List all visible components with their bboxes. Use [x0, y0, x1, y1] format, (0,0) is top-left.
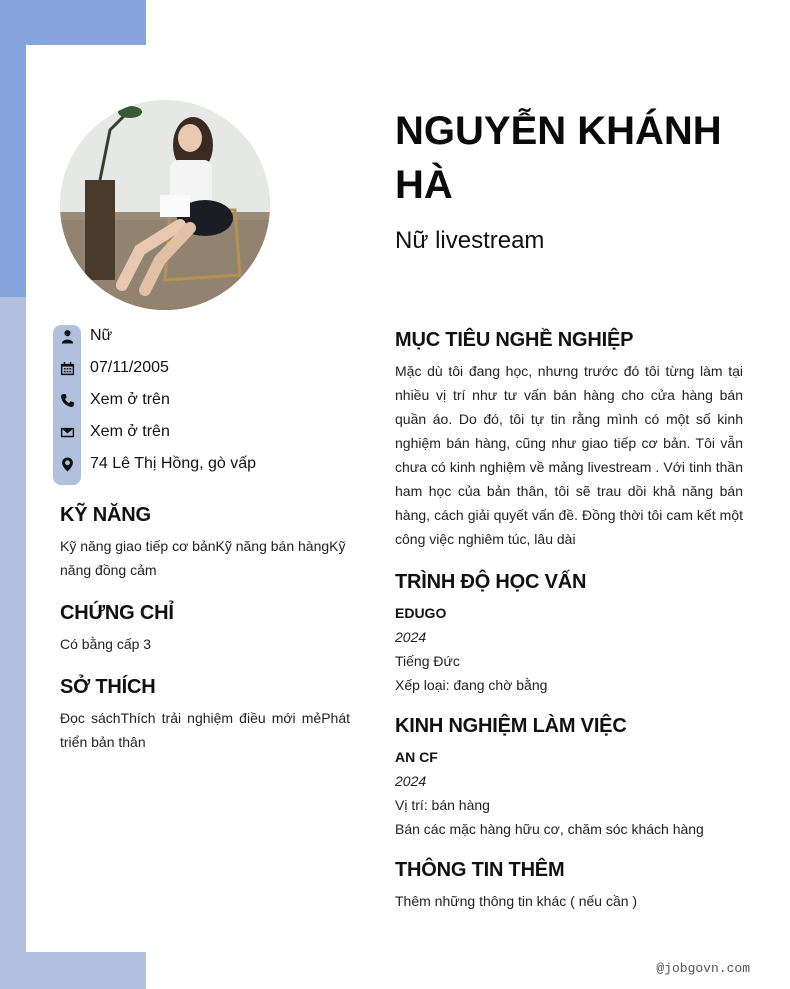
decor-top-block: [0, 0, 146, 45]
education-heading: TRÌNH ĐỘ HỌC VẤN: [395, 571, 587, 593]
contact-address-value: 74 Lê Thị Hồng, gò vấp: [90, 455, 257, 472]
contact-phone: [53, 389, 353, 421]
experience-section: [395, 713, 743, 841]
education-section: [395, 569, 743, 697]
decor-left-strip-upper: [0, 45, 26, 297]
watermark: @jobgovn.com: [656, 961, 750, 976]
hobbies-heading: SỞ THÍCH: [60, 676, 156, 698]
contact-birthday: [53, 357, 353, 389]
person-icon: [59, 328, 75, 344]
profile-photo: [60, 100, 270, 310]
certificates-section: [60, 600, 350, 656]
avatar: [60, 100, 270, 310]
phone-icon: [59, 392, 75, 408]
contact-email-value: Xem ở trên: [90, 423, 170, 440]
skills-heading: KỸ NĂNG: [60, 504, 151, 526]
experience-description: Bán các mặc hàng hữu cơ, chăm sóc khách hàng: [395, 821, 704, 837]
objective-section: [395, 327, 743, 551]
contact-list: [53, 325, 353, 485]
calendar-icon: [59, 360, 75, 376]
contact-address: [53, 453, 353, 485]
location-pin-icon: [59, 456, 75, 472]
decor-left-strip-lower: [0, 297, 26, 989]
additional-info-text: Thêm những thông tin khác ( nếu cần ): [395, 893, 638, 909]
candidate-role: Nữ livestream: [395, 227, 545, 254]
objective-text: Mặc dù tôi đang học, nhưng trước đó tôi từng làm tại nhiều vị trí như tư vấn bán hàng cho cửa hàng bán quần áo. Do đó, tôi tự tin rằng mình có một số kinh nghiệm bán hàng, cũng như giao tiếp cơ bản. Tôi vẫn chưa có kinh nghiệm về mảng livestream . Với tinh thần ham học của bản thân, tôi sẽ trau dồi khả năng bán hàng, cách giải quyết vấn đề. Đồng thời tôi cam kết một công việc nghiêm túc, lâu dài: [395, 363, 743, 547]
candidate-name: NGUYỄN KHÁNH HÀ: [395, 109, 722, 207]
skills-section: [60, 502, 350, 582]
additional-info-heading: THÔNG TIN THÊM: [395, 859, 565, 881]
contact-birthday-value: 07/11/2005: [90, 359, 169, 376]
hobbies-text: Đọc sáchThích trải nghiệm điều mới mẻPhát triển bản thân: [60, 710, 350, 750]
education-year: 2024: [395, 629, 427, 645]
education-grade: Xếp loại: đang chờ bằng: [395, 677, 548, 693]
contact-phone-value: Xem ở trên: [90, 391, 170, 408]
additional-info-section: [395, 857, 743, 913]
experience-position: Vị trí: bán hàng: [395, 797, 490, 813]
mail-icon: [59, 424, 75, 440]
contact-gender: [53, 325, 353, 357]
objective-heading: MỤC TIÊU NGHỀ NGHIỆP: [395, 329, 634, 351]
education-school: EDUGO: [395, 605, 447, 621]
contact-gender-value: Nữ: [90, 327, 113, 344]
certificates-heading: CHỨNG CHỈ: [60, 602, 174, 624]
experience-heading: KINH NGHIỆM LÀM VIỆC: [395, 715, 627, 737]
skills-text: Kỹ năng giao tiếp cơ bảnKỹ năng bán hàngKỹ năng đồng cảm: [60, 538, 346, 578]
hobbies-section: [60, 674, 350, 754]
certificates-text: Có bằng cấp 3: [60, 636, 152, 652]
experience-company: AN CF: [395, 749, 438, 765]
education-major: Tiếng Đức: [395, 653, 460, 669]
experience-year: 2024: [395, 773, 427, 789]
contact-email: [53, 421, 353, 453]
decor-bottom-block: [0, 952, 146, 989]
